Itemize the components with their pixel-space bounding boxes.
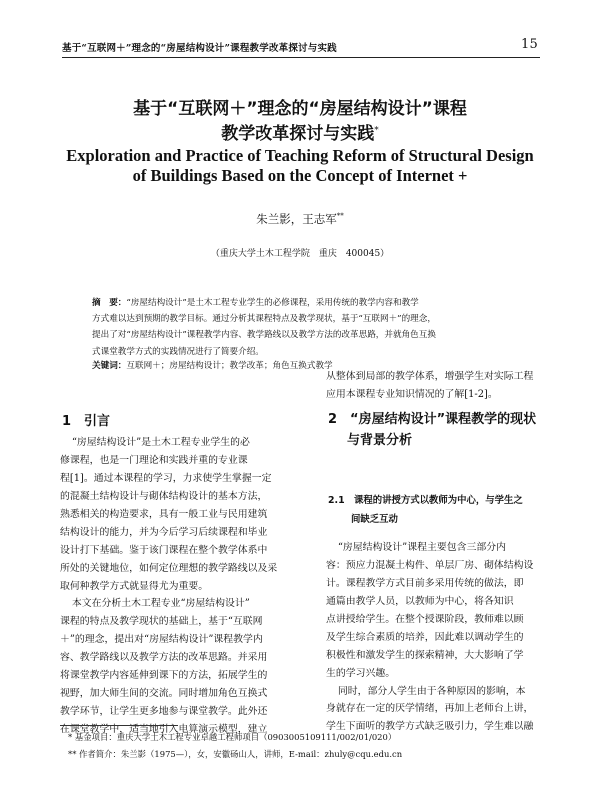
abstract-label: 摘 要： [92, 298, 127, 308]
section-1-heading: 1 引言 [62, 414, 111, 429]
text-line: 修课程，也是一门理论和实践并重的专业课 [60, 454, 248, 466]
text-line: “房屋结构设计”是土木工程专业学生的必 [71, 437, 250, 448]
text-line: 点讲授给学生。在整个授课阶段，教师难以顾 [326, 613, 524, 625]
affiliation: （重庆大学土木工程学院 重庆 400045） [210, 249, 390, 259]
text-line: 学生下面听的教学方式缺乏吸引力，学生难以融 [326, 721, 534, 733]
abstract-text: “房屋结构设计”是土木工程专业学生的必修课程，采用传统的教学内容和教学 [126, 298, 419, 308]
subsection-2-1-heading: 2.1 课程的讲授方式以教师为中心，与学生之 [328, 495, 523, 506]
abstract-line: 方式难以达到预期的教学目标。通过分析其课程特点及教学现状，基于“互联网＋”的理念， [92, 314, 436, 325]
section-1-body [60, 434, 308, 739]
running-head-title: 基于“互联网＋”理念的“房屋结构设计”课程教学改革探讨与实践 [62, 43, 337, 54]
text-line: 本文在分析土木工程专业“房屋结构设计” [71, 598, 250, 610]
text-line: 的混凝土结构设计与砌体结构设计的基本方法， [60, 490, 268, 502]
keywords-label: 关键词： [92, 361, 127, 371]
keywords-text: 互联网＋；房屋结构设计；教学改革；角色互换式教学 [126, 361, 333, 371]
text-line: 容、教学路线以及教学方法的改革思路。并采用 [60, 652, 268, 664]
page-number: 15 [521, 37, 538, 52]
authors [0, 211, 600, 227]
text-line: 及学生综合素质的培养，因此难以调动学生的 [326, 631, 524, 643]
text-line: 积极性和激发学生的探索精神，大大影响了学 [326, 649, 524, 661]
title-cn-line1: 基于“互联网＋”理念的“房屋结构设计”课程 [133, 99, 467, 119]
text-line: 设计打下基础。鉴于该门课程在整个教学体系中 [60, 544, 268, 556]
text-line: 熟悉相关的构造要求，具有一般工业与民用建筑 [60, 508, 268, 520]
text-line: 容：预应力混凝土构件、单层厂房、砌体结构设 [326, 559, 534, 571]
text-line: 结构设计的能力，并为今后学习后续课程和毕业 [60, 526, 268, 538]
subsection-2-1-body [326, 539, 571, 736]
title-en-line1: Exploration and Practice of Teaching Reform of Structural Design [66, 146, 534, 165]
title-en-line2: of Buildings Based on the Concept of Internet + [132, 166, 468, 185]
text-line: 身就存在一定的厌学情绪，再加上老师台上讲， [326, 703, 534, 715]
text-line: ＋”的理念，提出对“房屋结构设计”课程教学内 [60, 634, 263, 646]
section-2-heading: 2 “房屋结构设计”课程教学的现状 [328, 412, 537, 427]
text-line: 所处的关键地位，如何定位理想的教学路线以及采 [60, 562, 278, 574]
title-cn-line2-text: 教学改革探讨与实践 [221, 124, 375, 144]
text-line: 同时，部分人学生由于各种原因的影响，本 [337, 685, 526, 697]
footnote-divider [60, 725, 178, 726]
abstract [92, 295, 516, 360]
abstract-line: 式课堂教学方式的实践情况进行了简要介绍。 [92, 346, 264, 357]
running-header [62, 37, 540, 58]
footnote-author: ** 作者简介：朱兰影（1975—），女，安徽砀山人，讲师，E-mail：zhuly@cqu.edu.cn [68, 749, 403, 759]
text-line: 教学环节，让学生更多地参与课堂教学。此外还 [60, 706, 268, 718]
section-2-heading-cont: 与背景分析 [347, 433, 413, 448]
abstract-line: 提出了对“房屋结构设计”课程教学内容、教学路线以及教学方法的改革思路，并就角色互换 [92, 330, 436, 341]
author-names: 朱兰影，王志军 [256, 212, 337, 226]
text-line: 课程的特点及教学现状的基础上，基于“互联网 [60, 616, 263, 628]
footnote-fund: * 基金项目：重庆大学土木工程专业卓越工程师项目（0903005109111/002/01/020） [68, 732, 397, 742]
text-line: 程[1]。通过本课程的学习，力求使学生掌握一定 [60, 472, 272, 484]
title-cn-line2 [60, 119, 540, 144]
title-footnote-marker: * [374, 125, 379, 136]
text-line: 通篇由教学人员，以教师为中心，将各知识 [326, 595, 514, 607]
author-footnote-marker: ** [336, 212, 344, 221]
text-line: 取何种教学方式就显得尤为重要。 [60, 580, 209, 592]
text-line: 将课堂教学内容延伸到课下的方法，拓展学生的 [60, 670, 268, 682]
section-1-continued [326, 368, 571, 404]
subsection-2-1-heading-cont: 间缺乏互动 [351, 514, 398, 525]
text-line: 计。课程教学方式目前多采用传统的做法，即 [326, 577, 524, 589]
text-line: 在课堂教学中，适当地引入电算演示模型，建立 [60, 724, 268, 735]
text-line: 从整体到局部的教学体系，增强学生对实际工程 [326, 371, 534, 382]
text-line: 生的学习兴趣。 [326, 667, 396, 679]
text-line: “房屋结构设计”课程主要包含三部分内 [337, 542, 506, 553]
text-line: 应用本课程专业知识情况的了解[1-2]。 [326, 388, 498, 400]
abstract-line [92, 295, 516, 311]
text-line: 视野，加大师生间的交流。同时增加角色互换式 [60, 688, 268, 700]
